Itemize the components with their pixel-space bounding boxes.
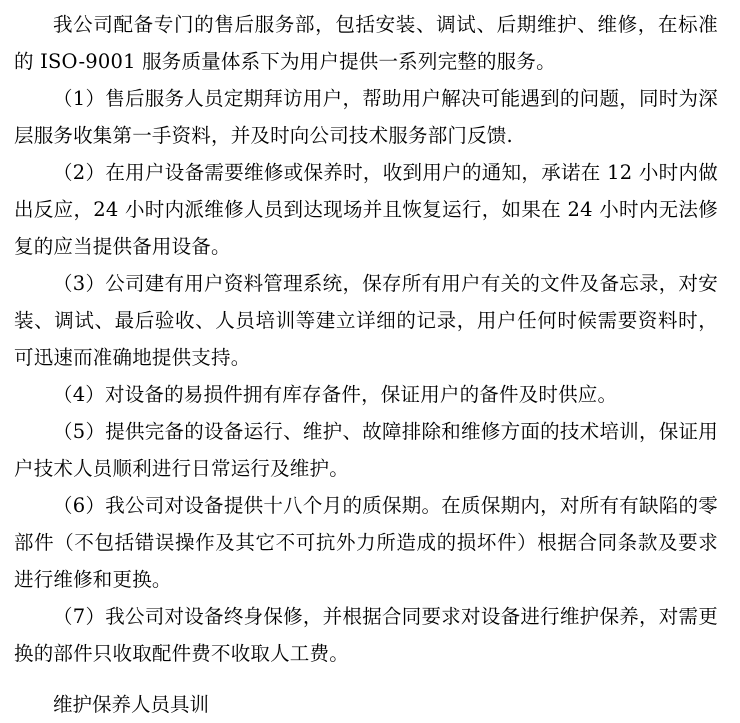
paragraph-item-5: （5）提供完备的设备运行、维护、故障排除和维修方面的技术培训，保证用户技术人员顺利进行日常运行及维护。 xyxy=(14,420,718,480)
paragraph-item-2: （2）在用户设备需要维修或保养时，收到用户的通知，承诺在 12 小时内做出反应，24 小时内派维修人员到达现场并且恢复运行，如果在 24 小时内无法修复的应当提供备用设备。 xyxy=(14,161,718,258)
paragraph-item-4: （4）对设备的易损件拥有库存备件，保证用户的备件及时供应。 xyxy=(53,383,618,406)
paragraph-item-7: （7）我公司对设备终身保修，并根据合同要求对设备进行维护保养，对需更换的部件只收取配件费不收取人工费。 xyxy=(14,605,718,665)
paragraph-item-1: （1）售后服务人员定期拜访用户，帮助用户解决可能遇到的问题，同时为深层服务收集第一手资料，并及时向公司技术服务部门反馈. xyxy=(14,87,718,147)
paragraph-item-3: （3）公司建有用户资料管理系统，保存所有用户有关的文件及备忘录，对安装、调试、最后验收、人员培训等建立详细的记录，用户任何时候需要资料时，可迅速而准确地提供支持。 xyxy=(14,272,718,369)
paragraph-intro: 我公司配备专门的售后服务部，包括安装、调试、后期维护、维修，在标准的 ISO-9001 服务质量体系下为用户提供一系列完整的服务。 xyxy=(14,13,718,73)
paragraph-item-6: （6）我公司对设备提供十八个月的质保期。在质保期内，对所有有缺陷的零部件（不包括错误操作及其它不可抗外力所造成的损坏件）根据合同条款及要求进行维修和更换。 xyxy=(14,494,718,591)
paragraph-partial-next: 维护保养人员具训 xyxy=(53,693,210,716)
